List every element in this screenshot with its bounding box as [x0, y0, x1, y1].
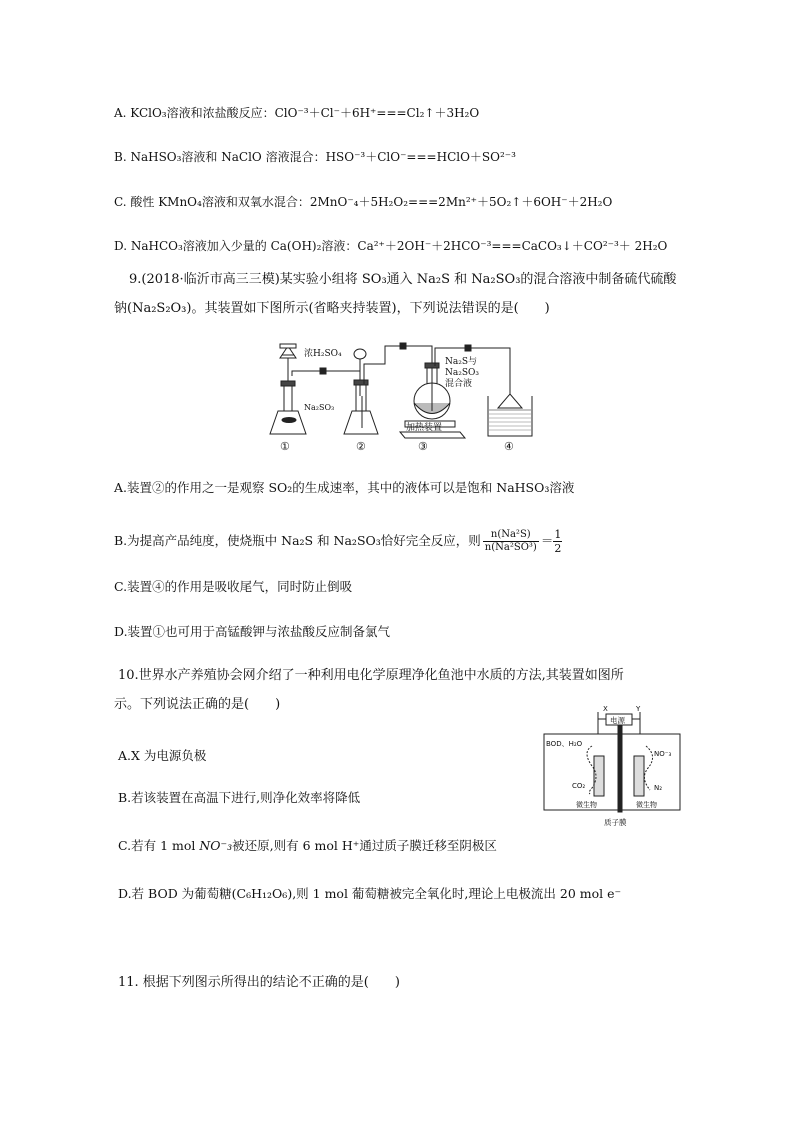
fig-label-4: ④: [504, 440, 514, 453]
fig-label-power: 电源: [610, 716, 625, 725]
q10-cell-figure: [542, 704, 684, 830]
q8-option-c: C. 酸性 KMnO₄溶液和双氧水混合：2MnO⁻₄＋5H₂O₂===2Mn²⁺＋5O₂↑＋6OH⁻＋2H₂O: [114, 195, 613, 209]
q10-stem-line1: 10.世界水产养殖协会网介绍了一种利用电化学原理净化鱼池中水质的方法,其装置如图所: [118, 668, 624, 683]
q10-option-c-ion: NO⁻₃: [199, 838, 233, 853]
q10-option-c-pre: C.若有 1 mol: [118, 838, 200, 853]
q10-stem-line2: 示。下列说法正确的是( ): [114, 697, 281, 712]
q8-option-a: A. KClO₃溶液和浓盐酸反应：ClO⁻³＋Cl⁻＋6H⁺===Cl₂↑＋3H₂O: [114, 106, 480, 120]
fig-label-heater: 加热装置: [406, 423, 443, 433]
fig-label-mix-2: Na₂SO₃: [445, 368, 480, 378]
fig-label-1: ①: [280, 440, 290, 453]
q9-option-b-ratio: [553, 528, 562, 555]
fig-label-na2so3: Na₂SO₃: [304, 403, 335, 412]
fig-label-x: X: [603, 705, 608, 713]
fig-label-y: Y: [636, 705, 641, 713]
q10-option-a: A.X 为电源负极: [118, 748, 207, 763]
fig-label-co2: CO₂: [572, 782, 586, 790]
q9-stem-line2: 钠(Na₂S₂O₃)。其装置如下图所示(省略夹持装置)，下列说法错误的是( ): [114, 301, 550, 316]
q9-option-c: C.装置④的作用是吸收尾气，同时防止倒吸: [114, 579, 353, 594]
q11-stem: 11. 根据下列图示所得出的结论不正确的是( ): [118, 975, 400, 990]
q9-option-b-fraction: [483, 529, 539, 554]
q8-option-d: D. NaHCO₃溶液加入少量的 Ca(OH)₂溶液：Ca²⁺＋2OH⁻＋2HCO⁻³===CaCO₃↓＋CO²⁻³＋ 2H₂O: [114, 239, 668, 253]
fig-label-mix-1: Na₂S与: [445, 357, 478, 367]
fig-label-microbe-right: 微生物: [636, 801, 657, 809]
q9-option-a: A.装置②的作用之一是观察 SO₂的生成速率，其中的液体可以是饱和 NaHSO₃溶液: [114, 480, 575, 495]
q10-option-b: B.若该装置在高温下进行,则净化效率将降低: [118, 790, 361, 805]
q9-fraction-numerator: n(Na²S): [483, 529, 539, 542]
fig-label-conc-acid: 浓H₂SO₄: [304, 349, 342, 359]
fig-label-bod: BOD、H₂O: [546, 740, 583, 748]
q9-ratio-denominator: 2: [554, 542, 562, 555]
fig-label-microbe-left: 微生物: [576, 801, 597, 809]
q9-option-b-equals: ＝: [540, 533, 554, 548]
q9-apparatus-figure: [260, 336, 540, 456]
fig-label-mix-3: 混合液: [445, 379, 473, 389]
q9-fraction-denominator: n(Na²SO³): [484, 542, 537, 553]
fig-label-3: ③: [418, 440, 428, 453]
q9-option-d: D.装置①也可用于高锰酸钾与浓盐酸反应制备氯气: [114, 624, 391, 639]
fig-label-membrane: 质子膜: [604, 818, 627, 827]
q9-ratio-numerator: 1: [554, 528, 562, 541]
q8-option-b: B. NaHSO₃溶液和 NaClO 溶液混合：HSO⁻³＋ClO⁻===HClO＋SO²⁻³: [114, 150, 516, 164]
fig-label-n2: N₂: [654, 784, 663, 792]
q10-option-c: [118, 836, 497, 856]
q9-option-b: [114, 528, 562, 555]
q9-stem-line1: 9.(2018·临沂市高三三模)某实验小组将 SO₃通入 Na₂S 和 Na₂SO₃的混合溶液中制备硫代硫酸: [129, 272, 677, 287]
q10-option-c-post: 被还原,则有 6 mol H⁺通过质子膜迁移至阴极区: [232, 838, 497, 853]
q9-option-b-text: B.为提高产品纯度，使烧瓶中 Na₂S 和 Na₂SO₃恰好完全反应，则: [114, 533, 481, 548]
fig-label-no3: NO⁻₃: [654, 750, 672, 758]
q10-option-d: D.若 BOD 为葡萄糖(C₆H₁₂O₆),则 1 mol 葡萄糖被完全氧化时,理论上电极流出 20 mol e⁻: [118, 886, 622, 901]
fig-label-2: ②: [356, 440, 366, 453]
